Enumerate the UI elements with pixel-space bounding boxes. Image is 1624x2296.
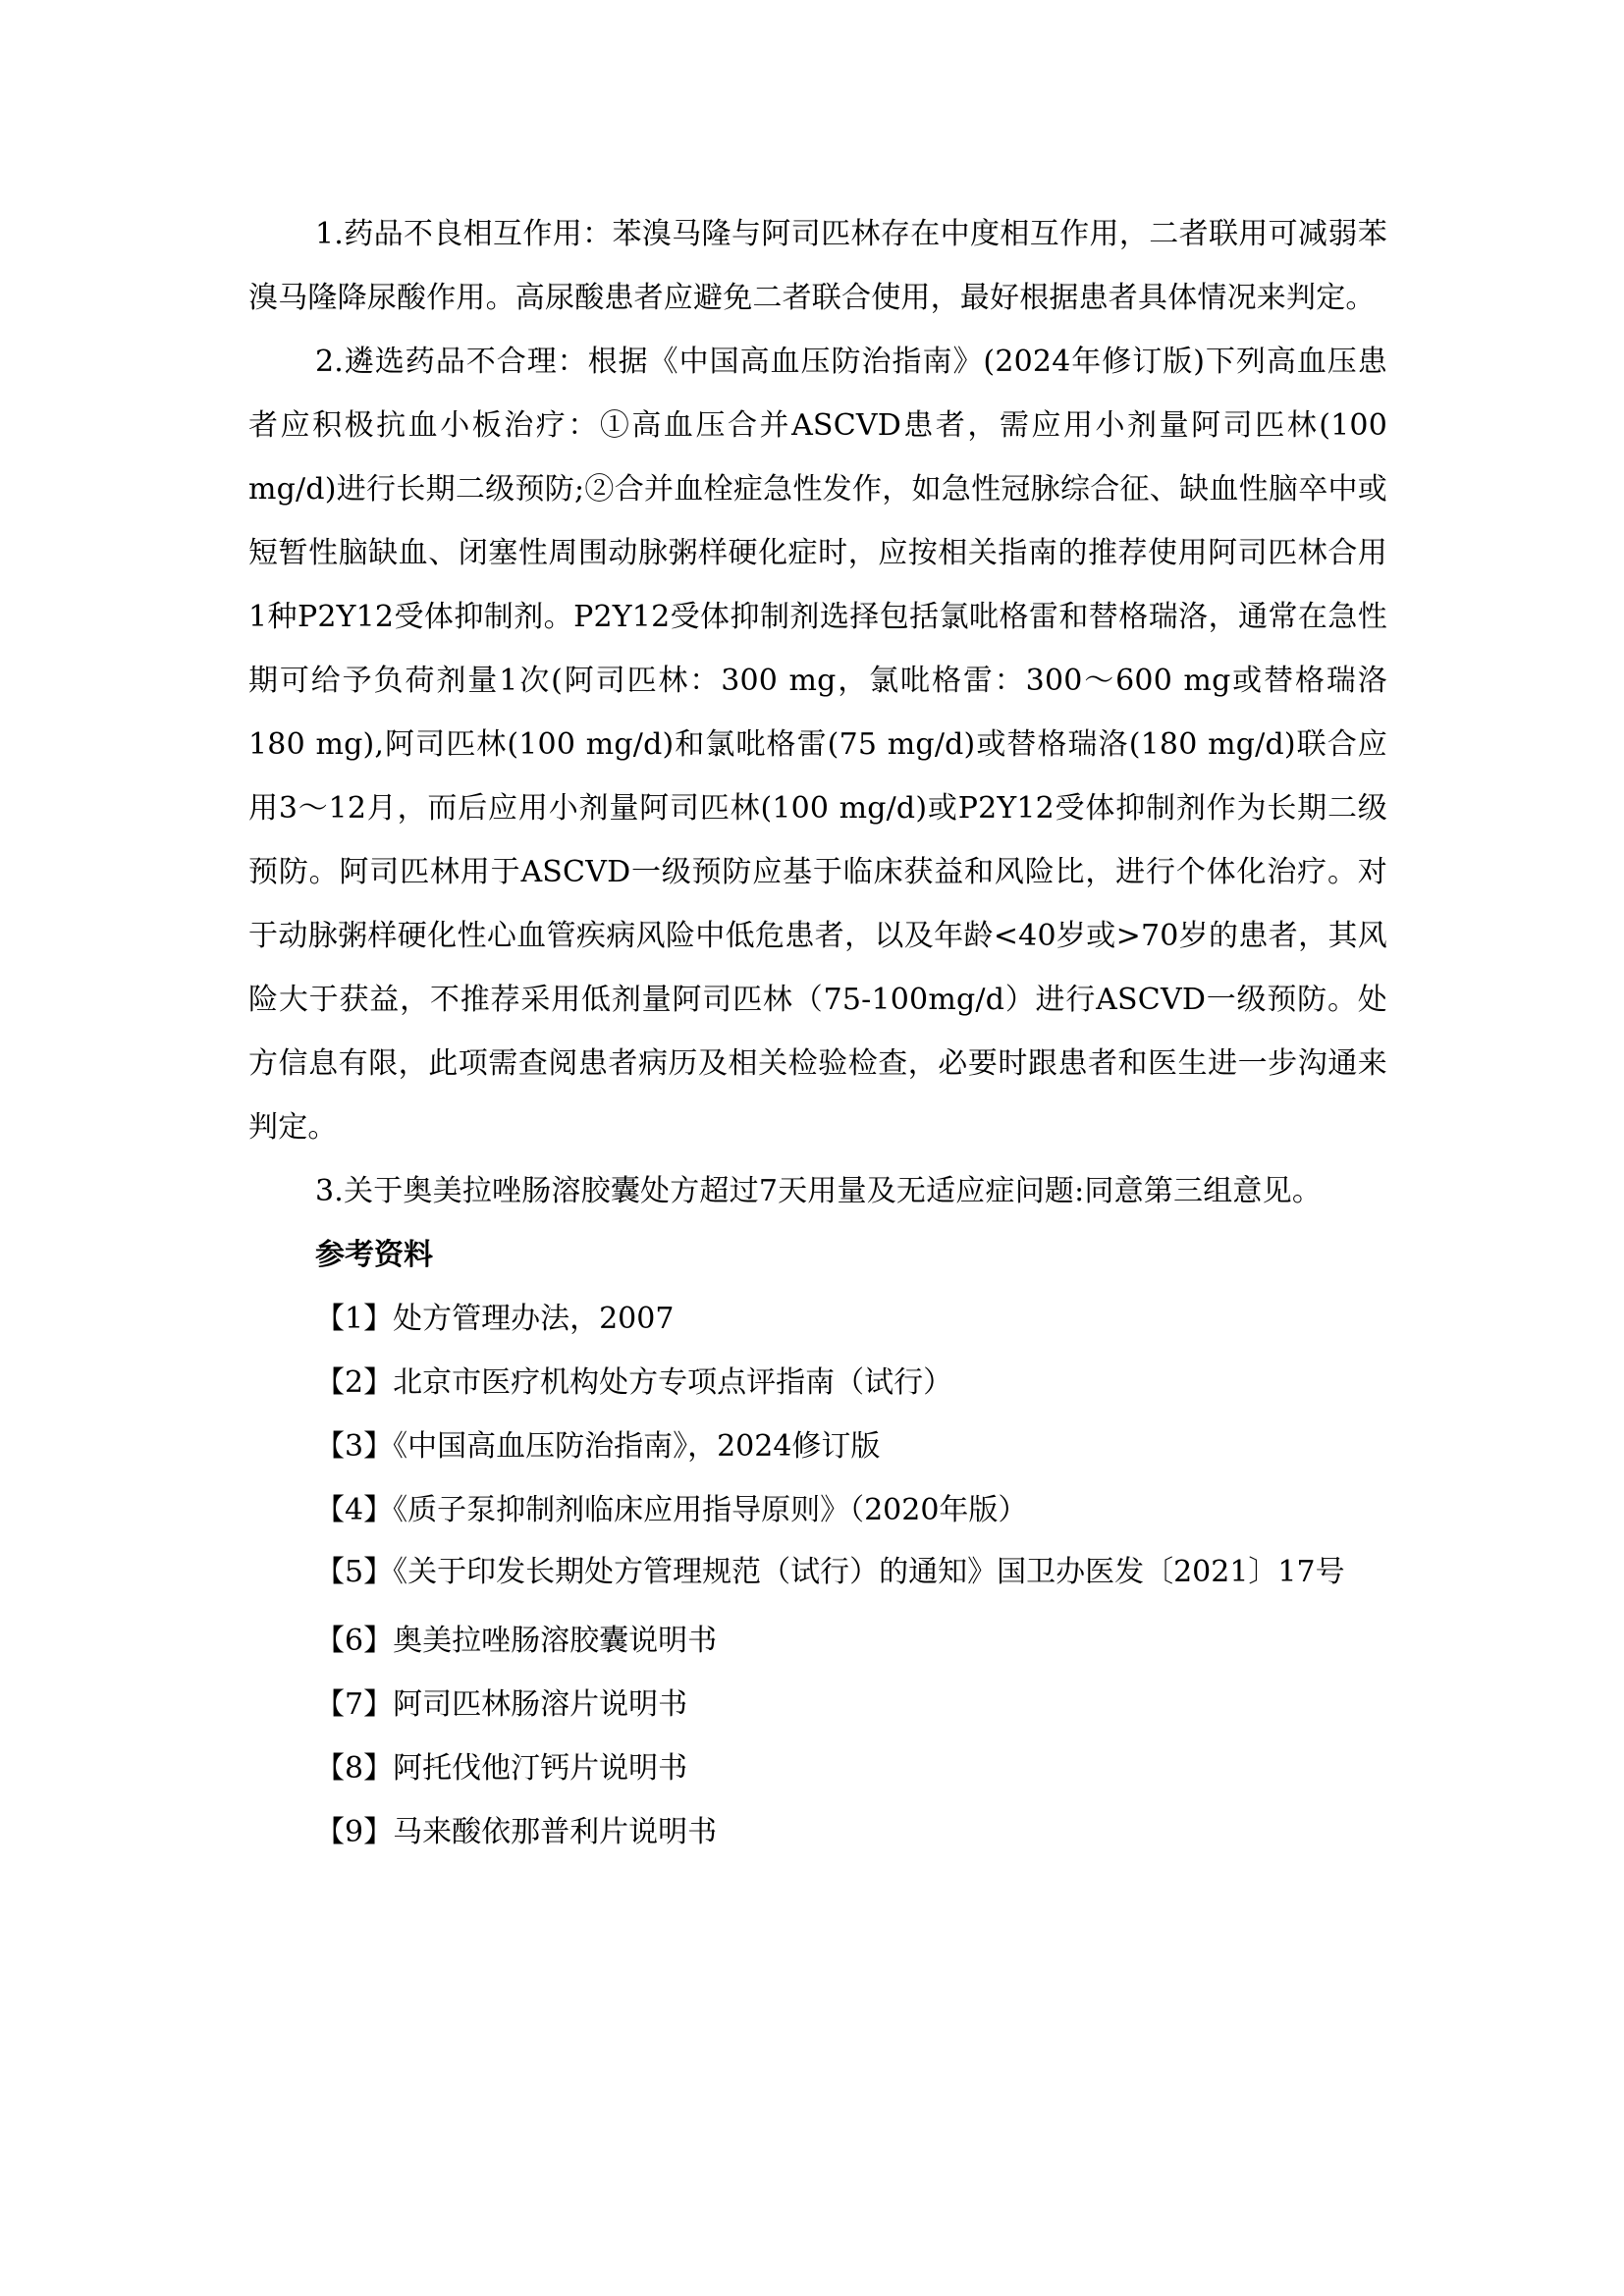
document-body: [248, 202, 1387, 1864]
references-heading: 参考资料: [315, 1238, 433, 1272]
paragraph-drug-selection: 2.遴选药品不合理：根据《中国高血压防治指南》(2024年修订版)下列高血压患者应积极抗血小板治疗：①高血压合并ASCVD患者，需应用小剂量阿司匹林(100 mg/d)进行长期二级预防;②合并血栓症急性发作，如急性冠脉综合征、缺血性脑卒中或短暂性脑缺血、闭塞性周围动脉粥样硬化症时，应按相关指南的推荐使用阿司匹林合用1种P2Y12受体抑制剂。P2Y12受体抑制剂选择包括氯吡格雷和替格瑞洛，通常在急性期可给予负荷剂量1次(阿司匹林：300 mg，氯吡格雷：300～600 mg或替格瑞洛180 mg),阿司匹林(100 mg/d)和氯吡格雷(75 mg/d)或替格瑞洛(180 mg/d)联合应用3～12月，而后应用小剂量阿司匹林(100 mg/d)或P2Y12受体抑制剂作为长期二级预防。阿司匹林用于ASCVD一级预防应基于临床获益和风险比，进行个体化治疗。对于动脉粥样硬化性心血管疾病风险中低危患者，以及年龄<40岁或>70岁的患者，其风险大于获益，不推荐采用低剂量阿司匹林（75-100mg/d）进行ASCVD一级预防。处方信息有限，此项需查阅患者病历及相关检验检查，必要时跟患者和医生进一步沟通来判定。: [248, 345, 1387, 1145]
reference-item: 【8】阿托伐他汀钙片说明书: [315, 1751, 688, 1786]
reference-item: 【2】北京市医疗机构处方专项点评指南（试行）: [315, 1365, 953, 1400]
reference-item: 【4】《质子泵抑制剂临床应用指导原则》（2020年版）: [315, 1493, 1028, 1527]
reference-item: 【3】《中国高血压防治指南》，2024修订版: [315, 1429, 881, 1464]
paragraph-omeprazole: 3.关于奥美拉唑肠溶胶囊处方超过7天用量及无适应症问题:同意第三组意见。: [315, 1174, 1323, 1208]
reference-item: 【7】阿司匹林肠溶片说明书: [315, 1687, 688, 1722]
reference-item: 【5】《关于印发长期处方管理规范（试行）的通知》国卫办医发〔2021〕17号: [315, 1555, 1345, 1589]
reference-item: 【1】处方管理办法，2007: [315, 1302, 675, 1336]
reference-item: 【9】马来酸依那普利片说明书: [315, 1815, 718, 1849]
paragraph-drug-interaction: 1.药品不良相互作用：苯溴马隆与阿司匹林存在中度相互作用，二者联用可减弱苯溴马隆降尿酸作用。高尿酸患者应避免二者联合使用，最好根据患者具体情况来判定。: [248, 217, 1387, 315]
reference-item: 【6】奥美拉唑肠溶胶囊说明书: [315, 1624, 718, 1658]
